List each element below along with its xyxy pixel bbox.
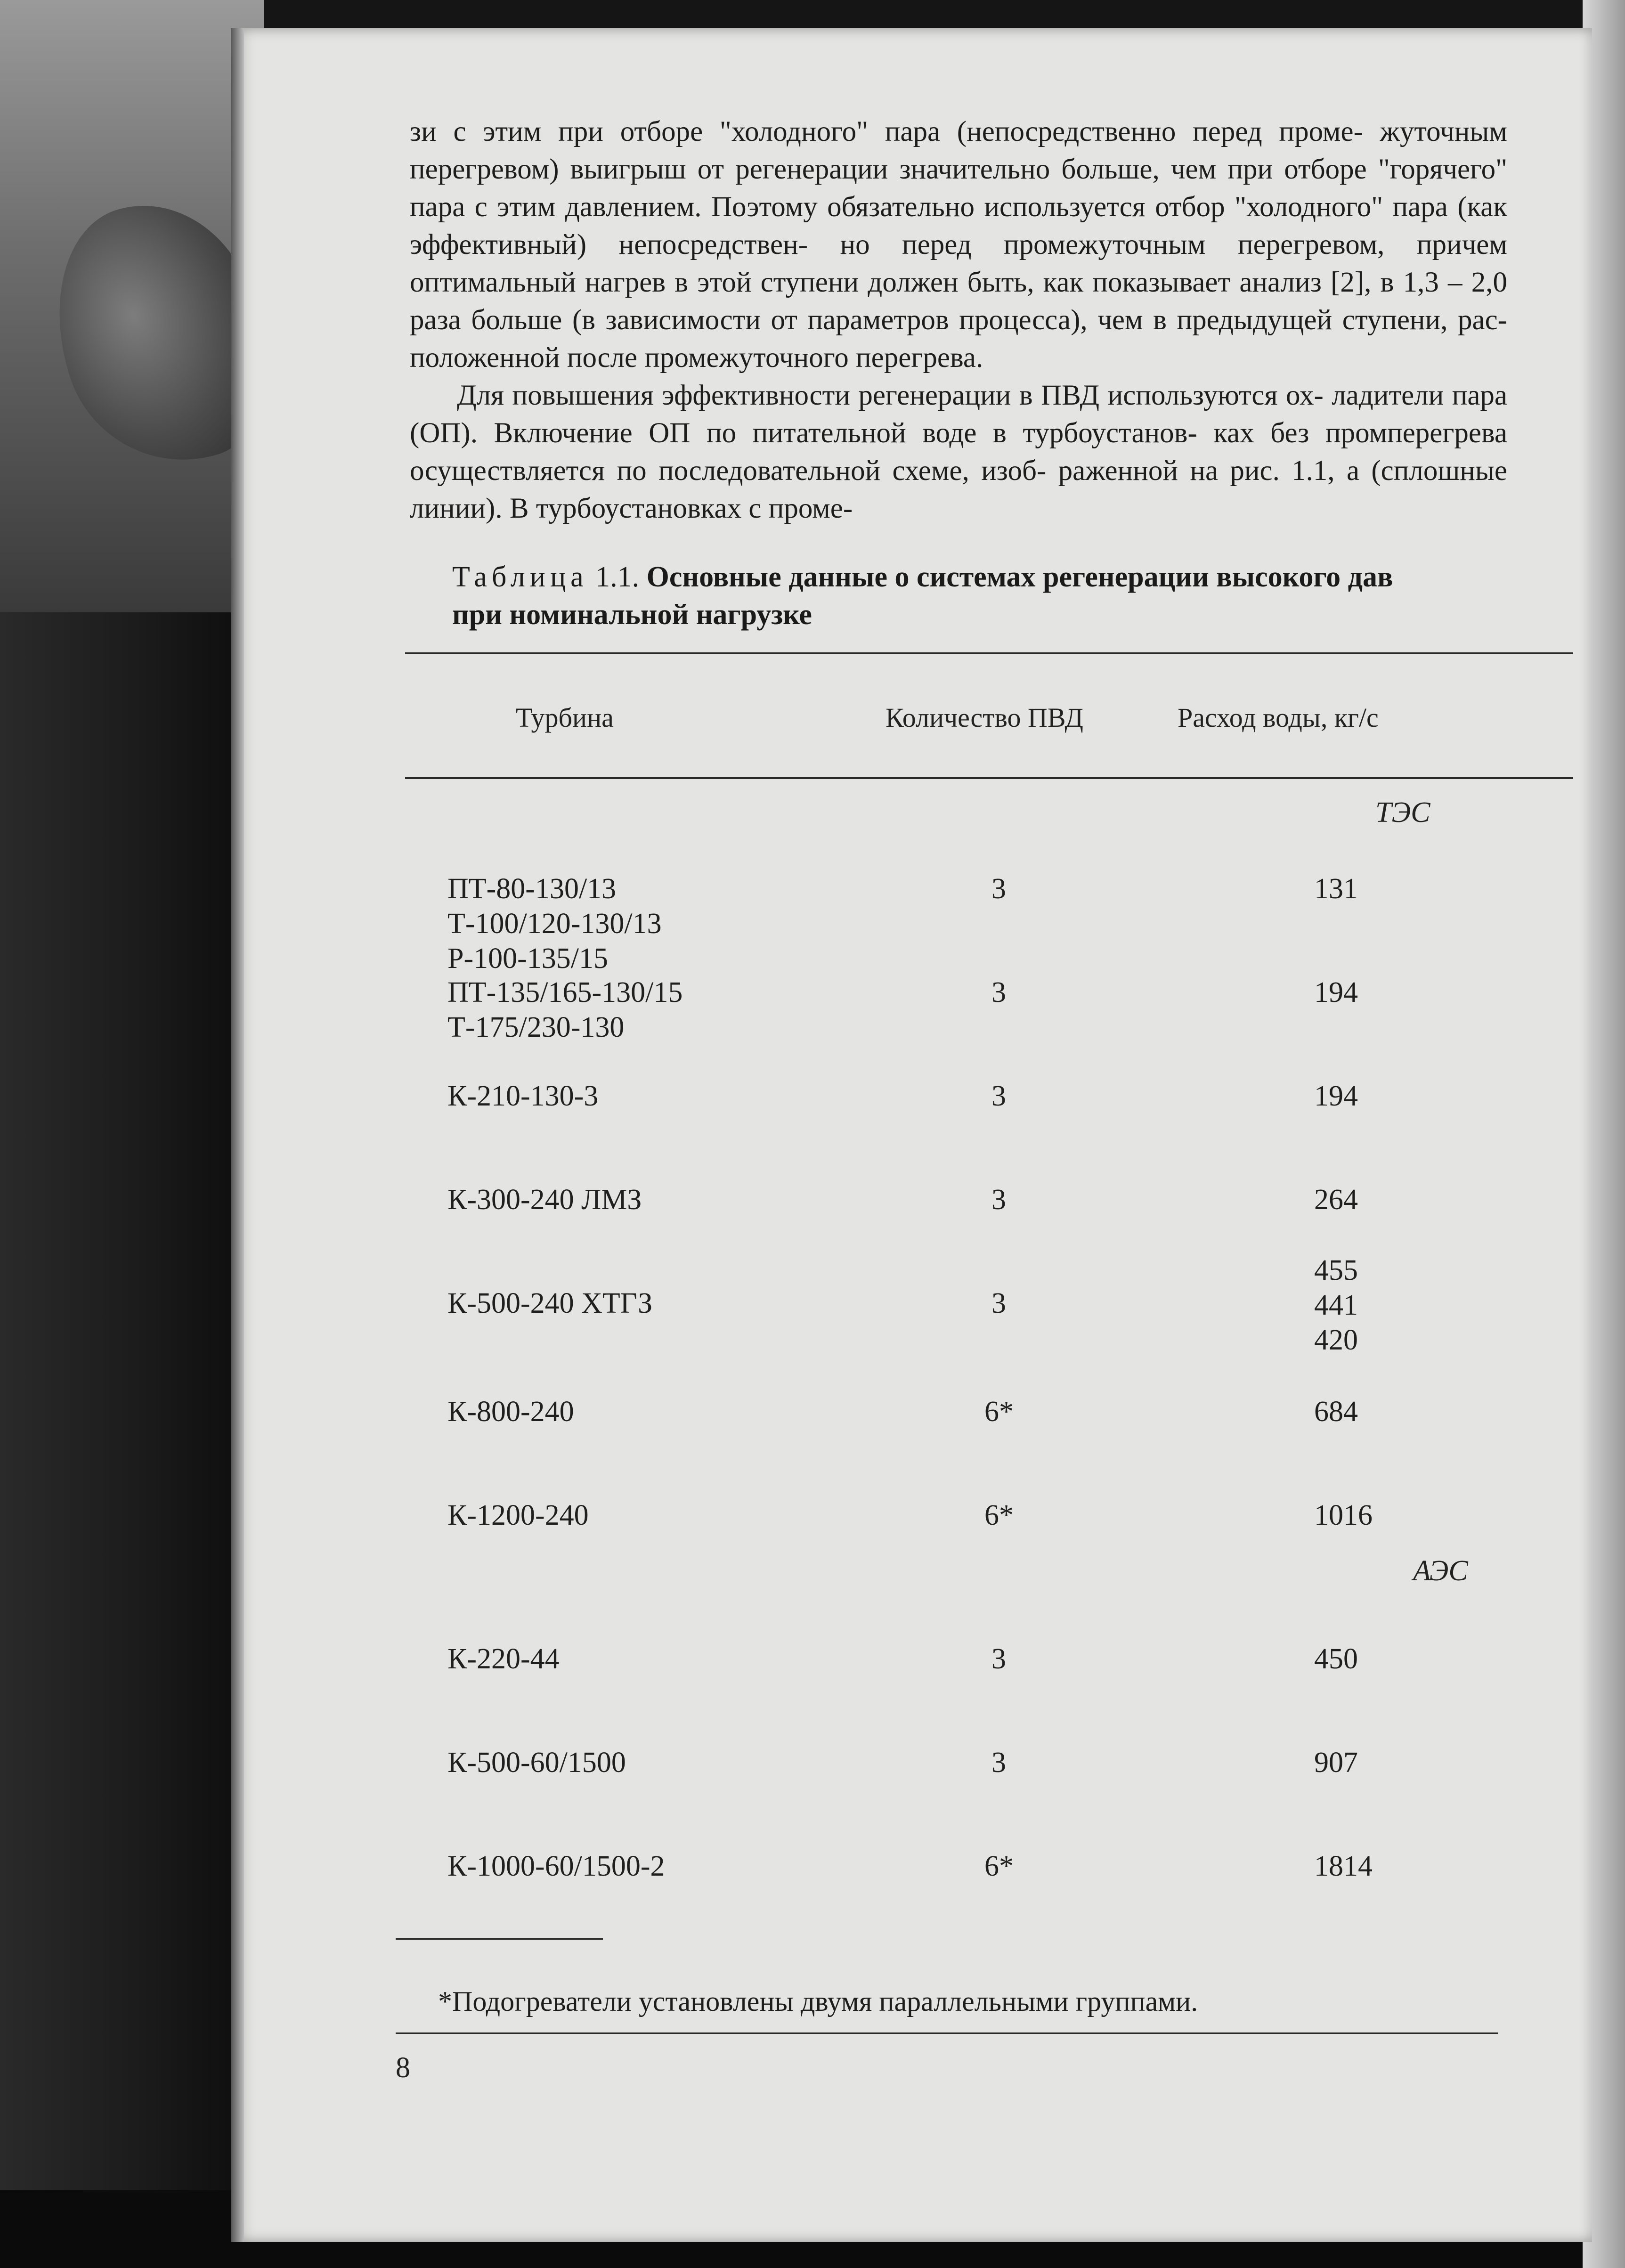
header-count: Количество ПВД [886,702,1083,733]
cell-turbine: К-800-240 [447,1396,574,1428]
cell-count: 3 [991,976,1006,1008]
text-line: положенной после промежуточного перегрева. [410,342,983,374]
cell-count: 3 [991,1287,1006,1319]
text-line: ладители пара (ОП). Включение ОП по питательной воде в турбоустанов- [410,380,1508,449]
cell-flow: 264 [1314,1184,1358,1216]
cell-flow: 1814 [1314,1850,1373,1882]
body-text [410,113,1507,528]
caption-label: Таблица [452,561,588,593]
text-line: жуточным перегревом) выигрыш от регенерации значительно больше, [410,116,1508,185]
section-tes: ТЭС [1375,797,1430,829]
cell-turbine: К-1000-60/1500-2 [447,1850,665,1882]
cell-turbine: ПТ-135/165-130/15 Т-175/230-130 [447,976,683,1043]
text-line: чем при отборе "горячего" пара с этим давлением. Поэтому обязательно [410,154,1507,223]
cell-flow: 1016 [1314,1499,1373,1531]
page-binding-edge [231,28,244,2242]
cell-count: 3 [991,1184,1006,1216]
cell-count: 3 [991,1080,1006,1112]
caption-title-line2: при номинальной нагрузке [452,599,812,631]
cell-turbine: К-500-240 ХТГЗ [447,1287,653,1319]
paragraph-2 [410,377,1507,528]
text-line: (в зависимости от параметров процесса), чем в предыдущей ступени, рас- [572,304,1507,336]
cell-flow: 194 [1314,976,1358,1008]
header-turbine: Турбина [516,702,614,733]
text-line: ступени должен быть, как показывает анализ [2], в 1,3 – 2,0 раза больше [410,267,1507,336]
cell-count: 3 [991,1643,1006,1675]
cell-flow: 455 441 420 [1314,1254,1358,1356]
page-bottom-rule [396,2032,1498,2034]
text-line: зи с этим при отборе "холодного" пара (непосредственно перед проме- [410,116,1363,147]
cell-turbine: К-300-240 ЛМЗ [447,1184,642,1216]
caption-number: 1.1. [595,561,640,593]
section-aes: АЭС [1413,1555,1468,1587]
header-bottom-rule [405,777,1573,779]
header-flow: Расход воды, кг/с [1178,702,1379,733]
cell-turbine: К-500-60/1500 [447,1747,626,1779]
table-top-rule [405,652,1573,654]
caption-title-line1: Основные данные о системах регенерации высокого дав [646,561,1393,593]
cell-turbine: К-220-44 [447,1643,560,1675]
cell-turbine: ПТ-80-130/13 Т-100/120-130/13 Р-100-135/15 [447,873,662,975]
cell-flow: 194 [1314,1080,1358,1112]
text-line: Для повышения эффективности регенерации в ПВД используются ох- [457,380,1324,411]
footnote-rule [396,1938,603,1940]
cell-flow: 684 [1314,1396,1358,1428]
text-line: используется отбор "холодного" пара (как эффективный) непосредствен- [410,191,1507,260]
text-line: но перед промежуточным перегревом, причем оптимальный нагрев в этой [410,229,1507,298]
text-line: раженной на рис. 1.1, а (сплошные линии). В турбоустановках с проме- [410,455,1507,524]
table-footnote: *Подогреватели установлены двумя параллельными группами. [438,1986,1198,2017]
cell-count: 3 [991,873,1006,905]
page-number: 8 [396,2052,410,2084]
cell-turbine: К-1200-240 [447,1499,589,1531]
paragraph-1 [410,113,1507,377]
cell-flow: 131 [1314,873,1358,905]
cell-flow: 450 [1314,1643,1358,1675]
cell-turbine: К-210-130-3 [447,1080,599,1112]
table-caption [452,558,1503,634]
cell-flow: 907 [1314,1747,1358,1779]
cell-count: 6* [984,1499,1014,1531]
cell-count: 6* [984,1396,1014,1428]
text-line: ках без промперегрева осуществляется по последовательной схеме, изоб- [410,417,1508,487]
cell-count: 6* [984,1850,1014,1882]
cell-count: 3 [991,1747,1006,1779]
